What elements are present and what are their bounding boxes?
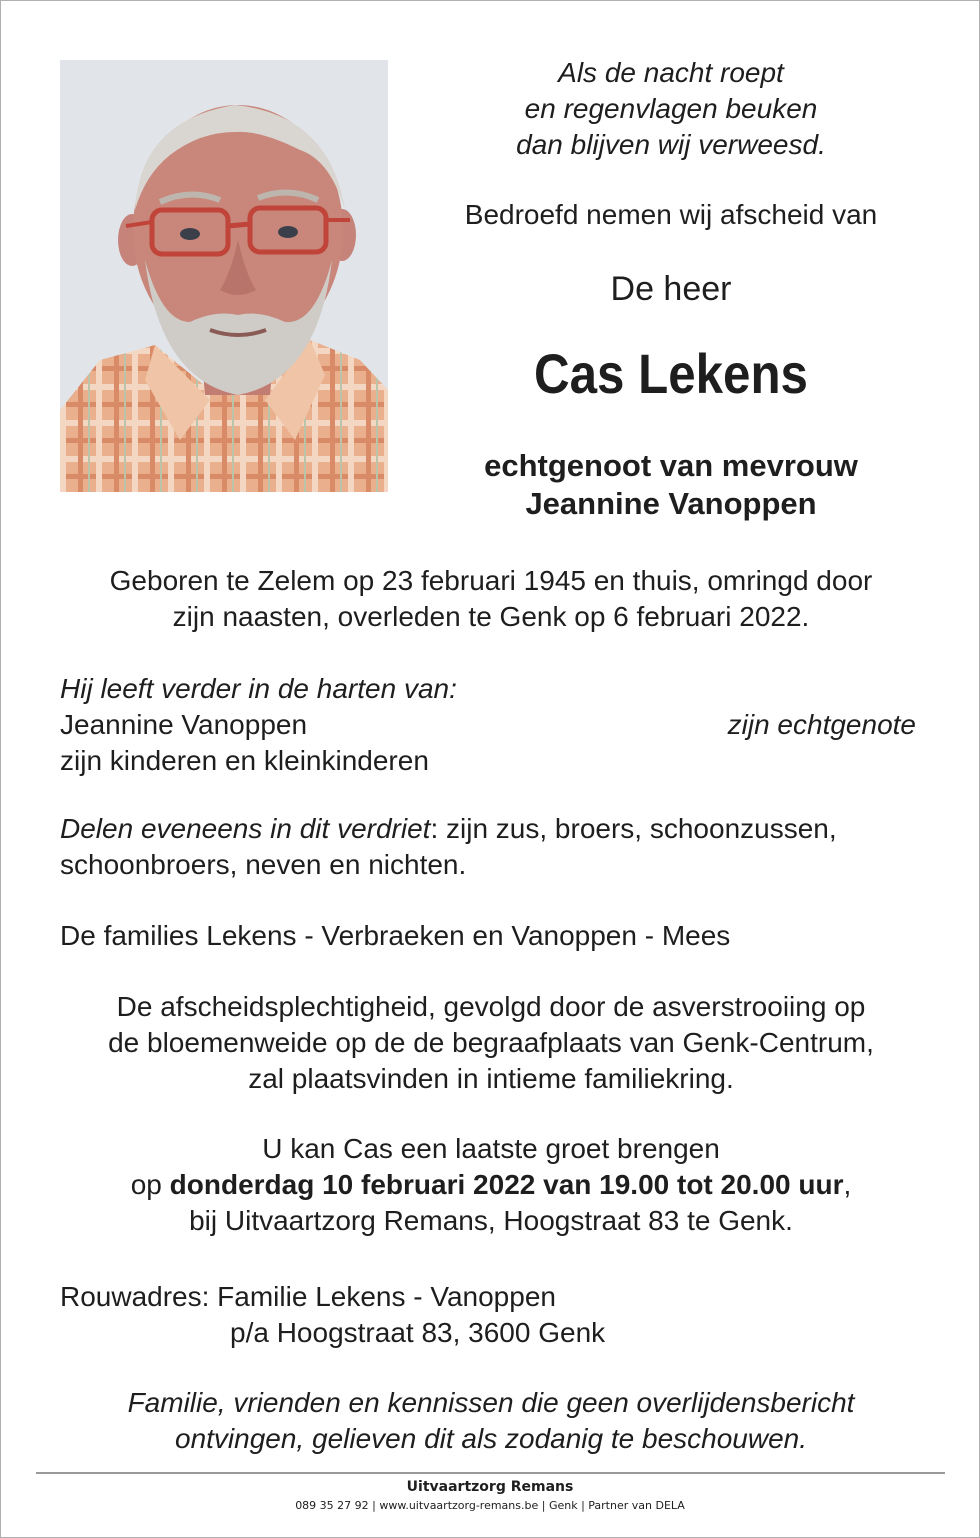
poem-line-3: dan blijven wij verweesd. — [516, 129, 826, 160]
survivor-children: zijn kinderen en kleinkinderen — [60, 745, 429, 776]
address-line-1: Rouwadres: Familie Lekens - Vanoppen — [60, 1281, 556, 1312]
spouse-info — [431, 447, 911, 523]
poem-line-1: Als de nacht roept — [558, 57, 784, 88]
funeral-home-contact: 089 35 27 92 | www.uitvaartzorg-remans.be | Genk | Partner van DELA — [295, 1499, 685, 1512]
footer-divider — [36, 1472, 945, 1474]
spouse-line-2: Jeannine Vanoppen — [525, 486, 817, 521]
survivors-lead: Hij leeft verder in de harten van: — [60, 673, 457, 704]
survivors-section — [60, 671, 916, 779]
ceremony-line-2: de bloemenweide op de de begraafplaats van Genk-Centrum, — [108, 1027, 874, 1058]
portrait-photo — [60, 60, 388, 492]
funeral-home-name: Uitvaartzorg Remans — [406, 1479, 574, 1495]
share-line-2: schoonbroers, neven en nichten. — [60, 849, 467, 880]
notice-line-2: ontvingen, gelieven dit als zodanig te beschouwen. — [175, 1423, 807, 1454]
honorific: De heer — [610, 270, 732, 308]
visit-line-1: U kan Cas een laatste groet brengen — [262, 1133, 720, 1164]
ceremony-line-3: zal plaatsvinden in intieme familiekring. — [248, 1063, 734, 1094]
birth-death-info — [41, 563, 941, 635]
share-lead: Delen eveneens in dit verdriet — [60, 813, 431, 844]
share-rest: : zijn zus, broers, schoonzussen, — [430, 813, 837, 844]
visit-suffix: , — [843, 1169, 852, 1200]
mourning-address — [60, 1279, 760, 1351]
share-line-1 — [60, 811, 930, 847]
poem — [431, 55, 911, 163]
visitation-info — [41, 1131, 941, 1239]
survivor-name: Jeannine Vanoppen — [60, 709, 308, 740]
families-line: De families Lekens - Verbraeken en Vanoppen - Mees — [60, 920, 731, 951]
visit-line-2 — [41, 1167, 941, 1203]
poem-line-2: en regenvlagen beuken — [524, 93, 818, 124]
visit-line-3: bij Uitvaartzorg Remans, Hoogstraat 83 te Genk. — [189, 1205, 793, 1236]
portrait-illustration — [60, 60, 388, 492]
intro-text: Bedroefd nemen wij afscheid van — [464, 199, 878, 230]
deceased-name: Cas Lekens — [534, 342, 808, 405]
survivor-role: zijn echtgenote — [727, 709, 916, 740]
spouse-line-1: echtgenoot van mevrouw — [484, 448, 858, 483]
address-line-2: p/a Hoogstraat 83, 3600 Genk — [230, 1317, 606, 1348]
ceremony-line-1: De afscheidsplechtigheid, gevolgd door de asverstrooiing op — [116, 991, 866, 1022]
notice-text — [41, 1385, 941, 1457]
birth-line-1: Geboren te Zelem op 23 februari 1945 en thuis, omringd door — [109, 565, 873, 596]
survivor-row — [60, 707, 916, 743]
sharing-grief-section — [60, 811, 930, 883]
visit-datetime: donderdag 10 februari 2022 van 19.00 tot 20.00 uur — [169, 1169, 844, 1200]
notice-line-1: Familie, vrienden en kennissen die geen overlijdensbericht — [127, 1387, 855, 1418]
birth-line-2: zijn naasten, overleden te Genk op 6 februari 2022. — [172, 601, 810, 632]
visit-prefix: op — [130, 1169, 170, 1200]
ceremony-info — [41, 989, 941, 1097]
